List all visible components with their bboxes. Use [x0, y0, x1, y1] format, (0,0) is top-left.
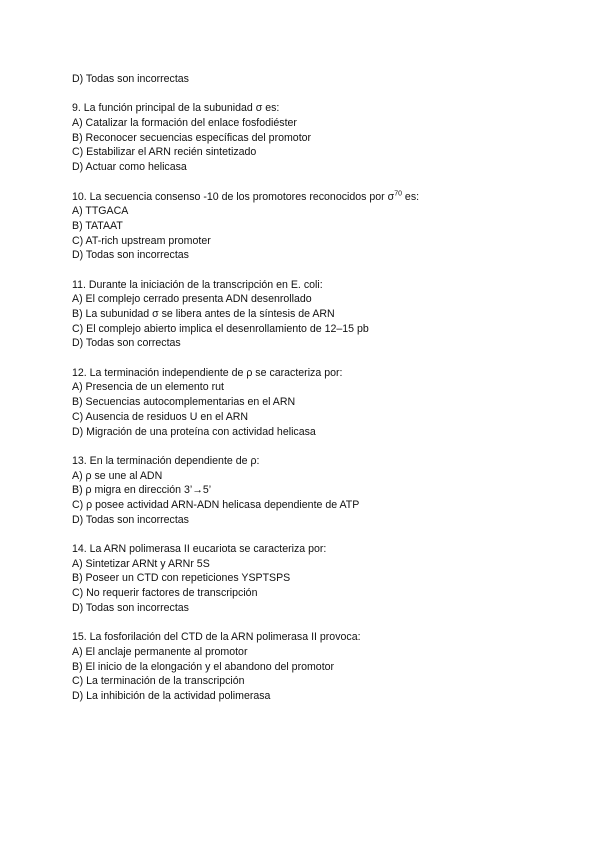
question-14: [72, 542, 532, 615]
option-a: A) Presencia de un elemento rut: [72, 381, 224, 394]
option-d: D) La inhibición de la actividad polimerasa: [72, 689, 271, 702]
option-b: B) TATAAT: [72, 219, 123, 232]
question-stem: 15. La fosforilación del CTD de la ARN polimerasa II provoca:: [72, 631, 361, 644]
option-b: B) La subunidad σ se libera antes de la síntesis de ARN: [72, 308, 335, 320]
question-stem-tail: es:: [401, 190, 420, 203]
question-13: [72, 454, 532, 527]
option-d: D) Migración de una proteína con actividad helicasa: [72, 425, 316, 438]
question-stem: 9. La función principal de la subunidad σ es:: [72, 102, 280, 115]
option-c: C) AT-rich upstream promoter: [72, 234, 211, 247]
option-d: D) Todas son incorrectas: [72, 249, 189, 262]
question-10: [72, 190, 532, 263]
option-c: C) Ausencia de residuos U en el ARN: [72, 410, 249, 423]
question-stem: 14. La ARN polimerasa II eucariota se caracteriza por:: [72, 543, 327, 555]
option-d: D) Actuar como helicasa: [72, 161, 187, 174]
question-stem: 12. La terminación independiente de ρ se caracteriza por:: [72, 366, 343, 379]
option-b: B) Poseer un CTD con repeticiones YSPTSPS: [72, 572, 291, 585]
question-15: [72, 630, 532, 703]
leading-option: D) Todas son incorrectas: [72, 73, 189, 85]
option-c: C) ρ posee actividad ARN-ADN helicasa dependiente de ATP: [72, 498, 360, 511]
question-stem: 11. Durante la iniciación de la transcripción en E. coli:: [72, 278, 323, 291]
question-stem: 13. En la terminación dependiente de ρ:: [72, 454, 260, 467]
option-b: B) Reconocer secuencias específicas del promotor: [72, 131, 312, 144]
option-a: A) Sintetizar ARNt y ARNr 5S: [72, 557, 210, 570]
option-c: C) El complejo abierto implica el desenrollamiento de 12–15 pb: [72, 322, 369, 335]
question-12: [72, 366, 532, 439]
option-c: C) Estabilizar el ARN recién sintetizado: [72, 146, 257, 159]
question-11: [72, 278, 532, 351]
option-c: C) La terminación de la transcripción: [72, 675, 245, 688]
question-stem-text: 10. La secuencia consenso -10 de los promotores reconocidos por σ: [72, 190, 395, 203]
option-a: A) El complejo cerrado presenta ADN desenrollado: [72, 293, 312, 306]
question-stem: [72, 190, 532, 205]
document-page: [72, 72, 532, 704]
superscript: 70: [394, 189, 402, 197]
option-b: B) ρ migra en dirección 3’→5’: [72, 484, 212, 497]
option-d: D) Todas son incorrectas: [72, 601, 189, 614]
option-d: D) Todas son incorrectas: [72, 513, 189, 526]
option-b: B) El inicio de la elongación y el abandono del promotor: [72, 660, 335, 673]
question-9: [72, 101, 532, 174]
option-a: A) TTGACA: [72, 205, 129, 218]
option-c: C) No requerir factores de transcripción: [72, 587, 258, 600]
option-b: B) Secuencias autocomplementarias en el ARN: [72, 396, 296, 409]
option-a: A) ρ se une al ADN: [72, 469, 163, 482]
option-d: D) Todas son correctas: [72, 337, 181, 350]
option-a: A) Catalizar la formación del enlace fosfodiéster: [72, 117, 297, 130]
option-a: A) El anclaje permanente al promotor: [72, 645, 248, 658]
